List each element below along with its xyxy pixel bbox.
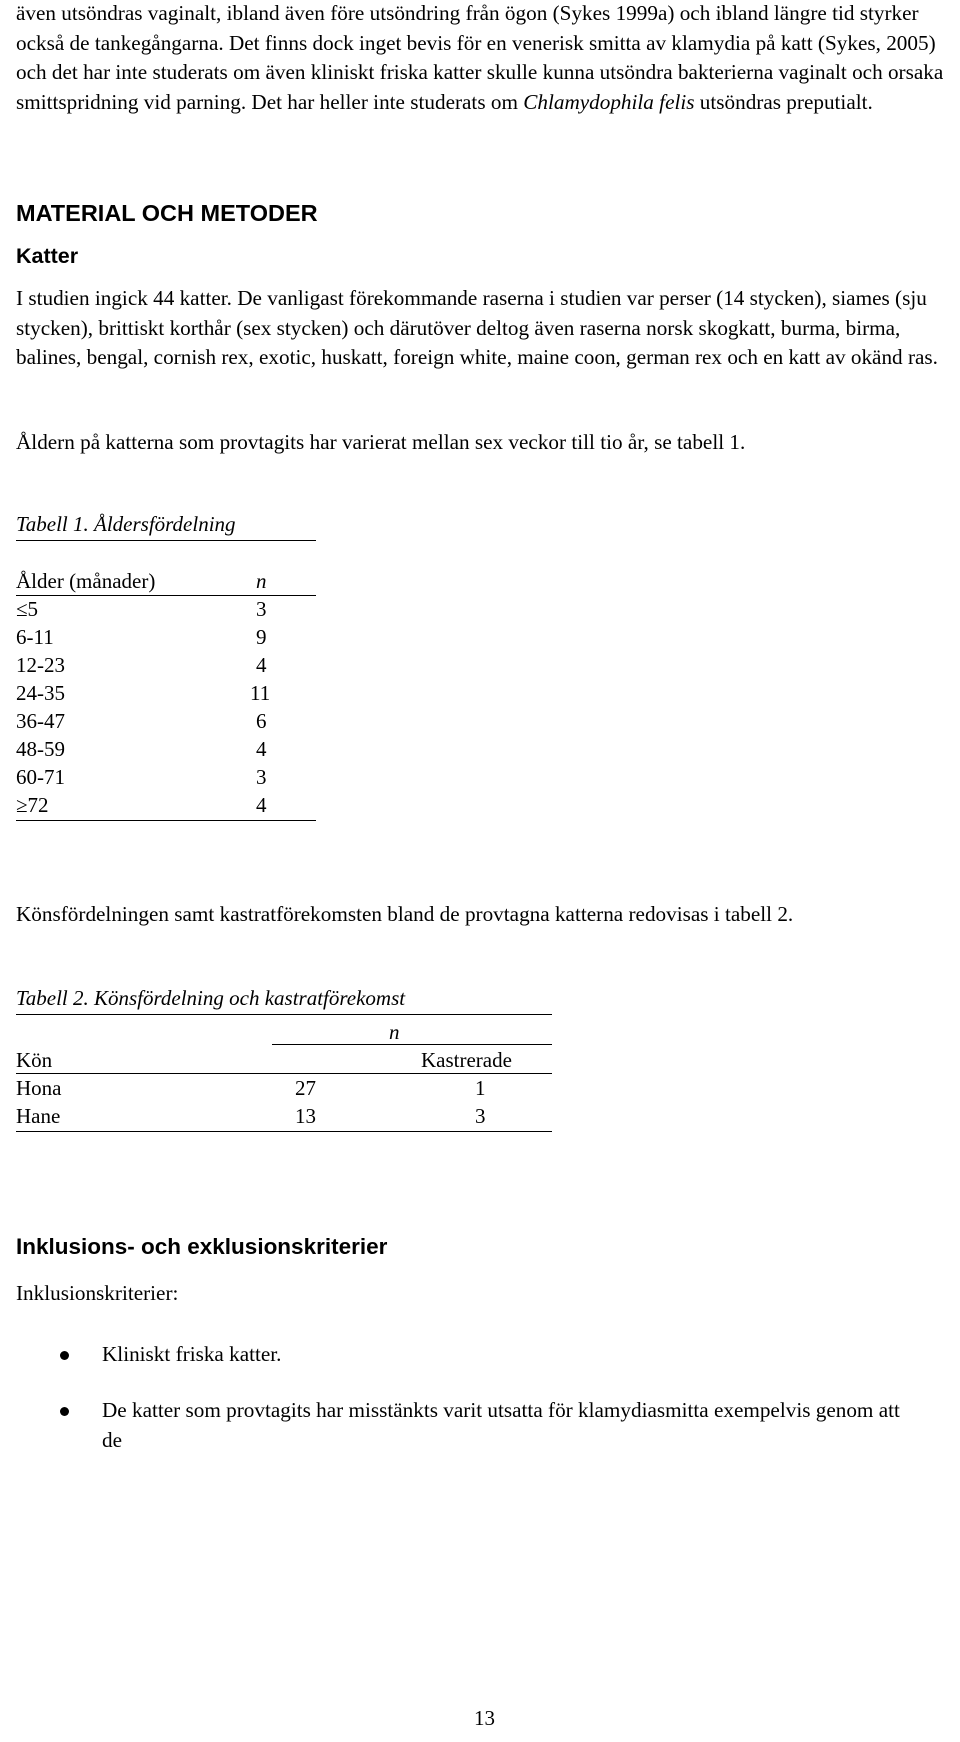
table1-n-cell: 3	[256, 765, 267, 789]
page-number: 13	[474, 1706, 495, 1730]
table1-n-cell: 4	[256, 737, 267, 761]
inklusion-list-2	[16, 1396, 916, 1455]
table1-header-age: Ålder (månader)	[16, 569, 156, 593]
table1-n-cell: 11	[250, 681, 271, 705]
table1-header-rule	[16, 595, 316, 596]
table1-age-cell: 6-11	[16, 625, 54, 649]
bullet-icon	[60, 1351, 69, 1360]
table1-age-cell: ≤5	[16, 597, 39, 621]
table1-age-cell: ≥72	[16, 793, 49, 817]
table1-caption: Tabell 1. Åldersfördelning	[16, 512, 236, 536]
intro-text-end: utsöndras preputialt.	[694, 89, 873, 114]
list-item-text: Kliniskt friska katter.	[102, 1342, 282, 1366]
table2-neutered-cell: 1	[475, 1076, 486, 1100]
list-item	[16, 1340, 916, 1370]
subsection-heading-katter: Katter	[16, 244, 79, 268]
table2-n-header: n	[389, 1020, 400, 1044]
table1-top-rule	[16, 540, 316, 541]
table1-age-cell: 48-59	[16, 737, 65, 761]
table1-header-n: n	[256, 569, 267, 593]
inklusion-label: Inklusionskriterier:	[16, 1281, 179, 1305]
table2-sex-cell: Hane	[16, 1104, 61, 1128]
bullet-icon	[60, 1407, 69, 1416]
table1-age-cell: 36-47	[16, 709, 65, 733]
paragraph-alder: Åldern på katterna som provtagits har varierat mellan sex veckor till tio år, se tabell 1.	[16, 430, 746, 454]
subsection-heading-kriterier: Inklusions- och exklusionskriterier	[16, 1234, 388, 1259]
paragraph-katter: I studien ingick 44 katter. De vanligast förekommande raserna i studien var perser (14 stycken), siames (sju stycken), brittiskt korthår (sex stycken) och därutöver deltog även raserna norsk skogkatt, burma, birma, balines, bengal, cornish rex, exotic, huskatt, foreign white, maine coon, german rex och en katt av okänd ras.	[16, 286, 938, 369]
table1-bottom-rule	[16, 820, 316, 821]
table2-neutered-cell: 3	[475, 1104, 486, 1128]
table1-n-cell: 4	[256, 793, 267, 817]
table2-n-span-rule	[272, 1044, 552, 1045]
paragraph-kon: Könsfördelningen samt kastratförekomsten bland de provtagna katterna redovisas i tabell 2.	[16, 902, 794, 926]
table1-n-cell: 3	[256, 597, 267, 621]
table2-caption: Tabell 2. Könsfördelning och kastratförekomst	[16, 986, 406, 1010]
table2-total-cell: 27	[295, 1076, 316, 1100]
table2-top-rule	[16, 1014, 552, 1015]
table2-header-rule	[16, 1073, 552, 1074]
table1-age-cell: 12-23	[16, 653, 65, 677]
section-heading: MATERIAL OCH METODER	[16, 200, 318, 226]
table1-n-cell: 9	[256, 625, 267, 649]
table2-header-kon: Kön	[16, 1048, 53, 1072]
table1-n-cell: 4	[256, 653, 267, 677]
table2-header-kastrerade: Kastrerade	[421, 1048, 512, 1072]
table2-bottom-rule	[16, 1131, 552, 1132]
table1-age-cell: 24-35	[16, 681, 65, 705]
inklusion-list	[16, 1340, 916, 1370]
list-item	[16, 1396, 916, 1455]
intro-paragraph	[16, 0, 946, 117]
table1-n-cell: 6	[256, 709, 267, 733]
species-name: Chlamydophila felis	[523, 89, 695, 114]
table2-total-cell: 13	[295, 1104, 316, 1128]
list-item-text: De katter som provtagits har misstänkts varit utsatta för klamydiasmitta exempelvis genom att de	[102, 1398, 900, 1452]
table1-age-cell: 60-71	[16, 765, 65, 789]
intro-text: även utsöndras vaginalt, ibland även före utsöndring från ögon (Sykes 1999a) och ibland längre tid styrker också de tankegångarna. Det finns dock inget bevis för en venerisk smitta av klamydia på katt (Sykes, 2005) och det har inte studerats om även kliniskt friska katter skulle kunna utsöndra bakterierna vaginalt och orsaka smittspridning vid parning. Det har heller inte studerats om	[16, 1, 944, 114]
table2-sex-cell: Hona	[16, 1076, 62, 1100]
